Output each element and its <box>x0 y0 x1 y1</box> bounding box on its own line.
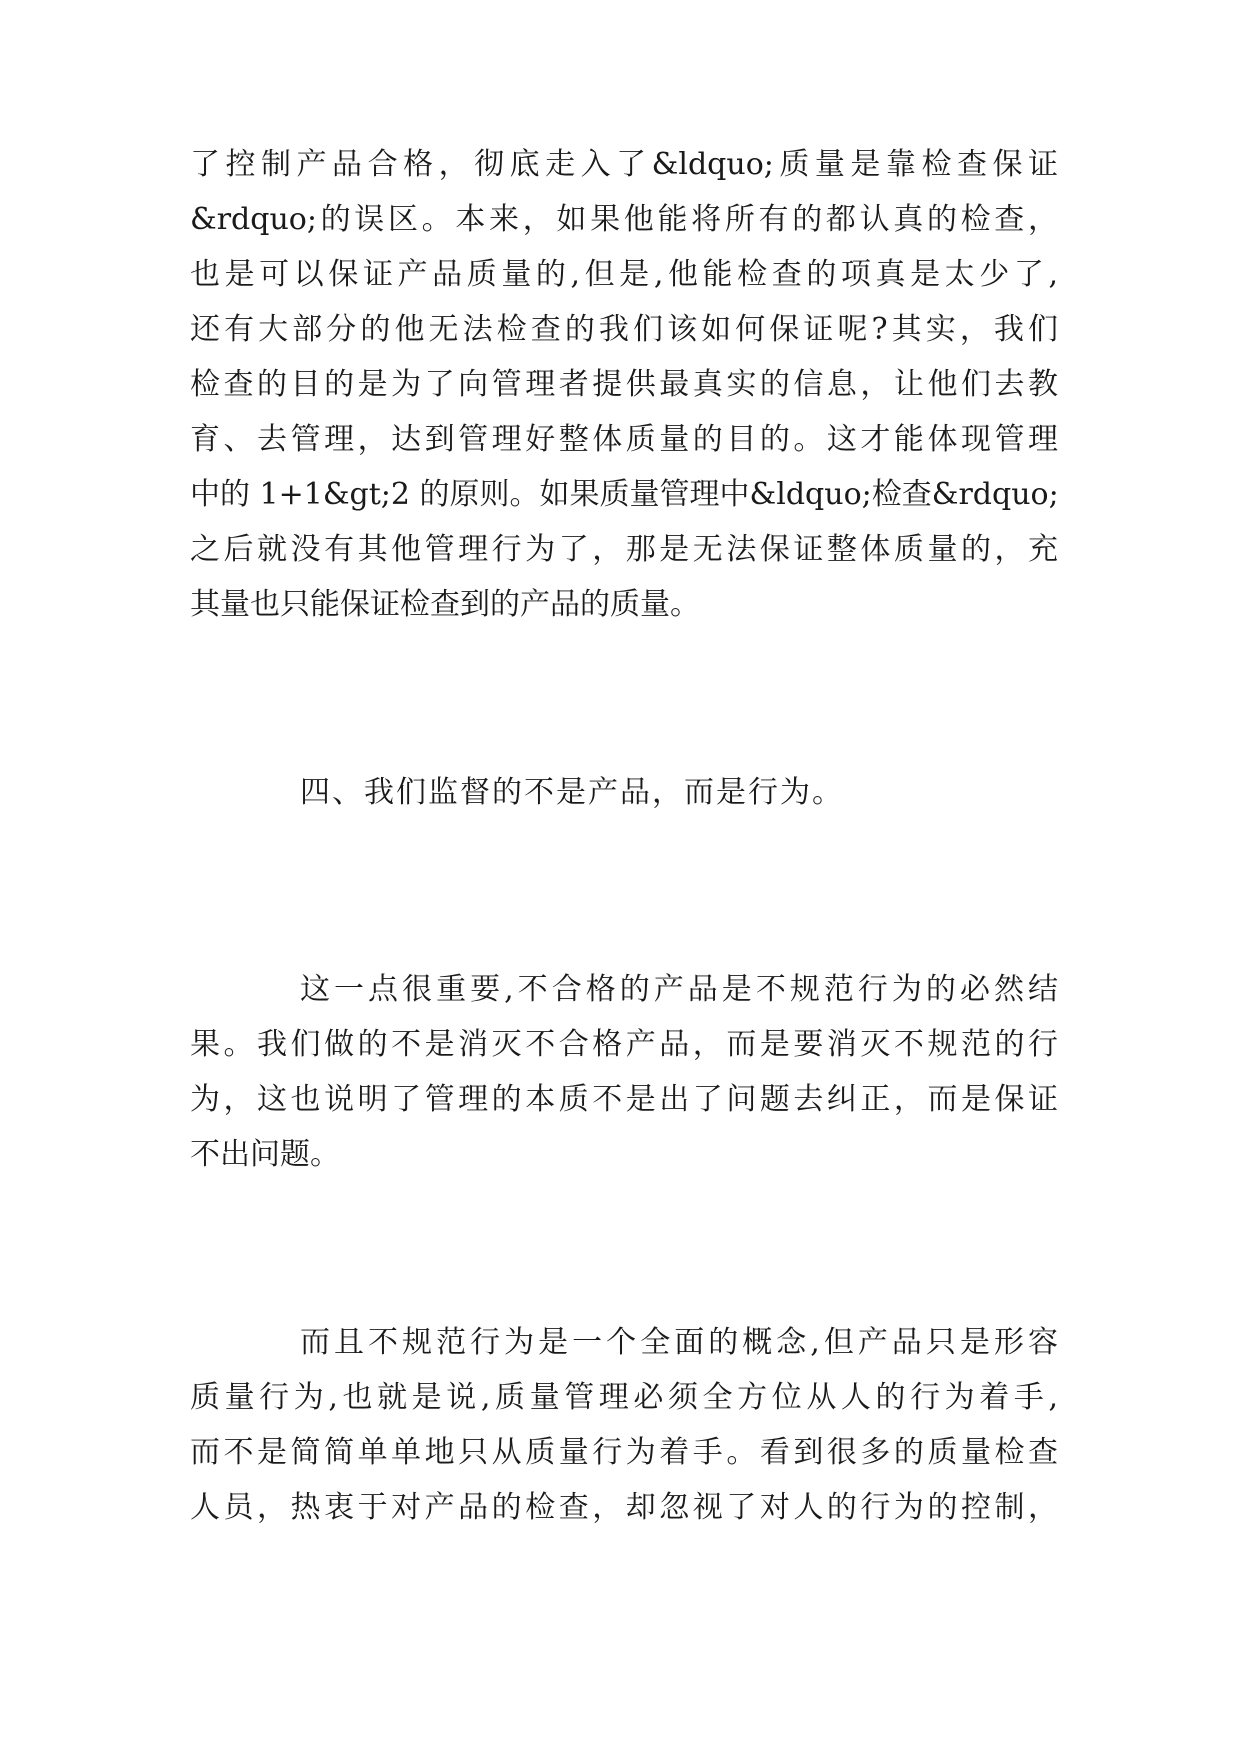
paragraph-line: 果。我们做的不是消灭不合格产品，而是要消灭不规范的行 <box>190 1027 1058 1062</box>
paragraph-line: 育、去管理，达到管理好整体质量的目的。这才能体现管理 <box>190 422 1058 457</box>
paragraph-line: &rdquo;的误区。本来，如果他能将所有的都认真的检查， <box>190 202 1058 237</box>
paragraph-line: 而不是简简单单地只从质量行为着手。看到很多的质量检查 <box>190 1435 1058 1470</box>
section-heading: 四、我们监督的不是产品，而是行为。 <box>300 775 844 810</box>
paragraph-line: 质量行为,也就是说,质量管理必须全方位从人的行为着手, <box>190 1380 1058 1415</box>
paragraph-line: 为，这也说明了管理的本质不是出了问题去纠正，而是保证 <box>190 1082 1058 1117</box>
paragraph-line: 人员，热衷于对产品的检查，却忽视了对人的行为的控制， <box>190 1490 1058 1525</box>
paragraph-line: 而且不规范行为是一个全面的概念,但产品只是形容 <box>300 1325 1058 1360</box>
paragraph-line: 检查的目的是为了向管理者提供最真实的信息，让他们去教 <box>190 367 1058 402</box>
paragraph-line: 还有大部分的他无法检查的我们该如何保证呢?其实，我们 <box>190 312 1058 347</box>
paragraph-line: 不出问题。 <box>190 1137 340 1172</box>
paragraph-line: 中的 1+1&gt;2 的原则。如果质量管理中&ldquo;检查&rdquo; <box>190 477 1059 512</box>
paragraph-line: 其量也只能保证检查到的产品的质量。 <box>190 587 700 622</box>
paragraph-line: 了控制产品合格，彻底走入了&ldquo;质量是靠检查保证 <box>190 147 1058 182</box>
paragraph-line: 之后就没有其他管理行为了，那是无法保证整体质量的，充 <box>190 532 1058 567</box>
paragraph-line: 这一点很重要,不合格的产品是不规范行为的必然结 <box>300 972 1058 1007</box>
paragraph-line: 也是可以保证产品质量的,但是,他能检查的项真是太少了, <box>190 257 1058 292</box>
